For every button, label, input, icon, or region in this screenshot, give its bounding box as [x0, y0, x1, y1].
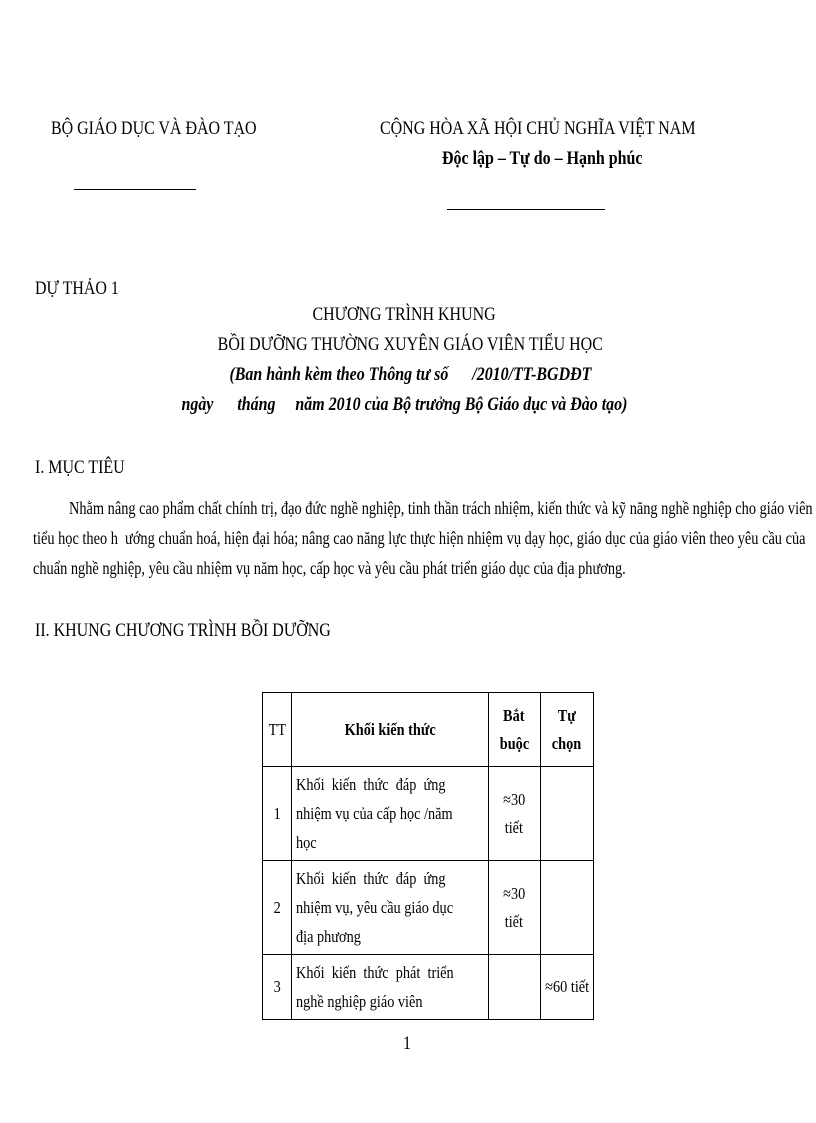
cell-required — [488, 955, 540, 1020]
cell-required: ≈30 tiết — [488, 767, 540, 861]
cell-tt: 3 — [263, 955, 292, 1020]
header-tt: TT — [263, 693, 292, 767]
document-title-line-2: BỒI DƯỠNG THƯỜNG XUYÊN GIÁO VIÊN TIỂU HỌC — [217, 334, 603, 355]
section-heading-framework: II. KHUNG CHƯƠNG TRÌNH BỒI DƯỠNG — [35, 620, 331, 641]
section-heading-objectives: I. MỤC TIÊU — [35, 457, 125, 478]
table-header-row — [263, 693, 594, 767]
header-knowledge-block: Khối kiến thức — [292, 693, 489, 767]
paragraph-line: Nhằm nâng cao phẩm chất chính trị, đạo đức nghề nghiệp, tinh thần trách nhiệm, kiến thức và kỹ năng nghề nghiệp cho giáo viên — [69, 498, 813, 518]
ministry-name: BỘ GIÁO DỤC VÀ ĐÀO TẠO — [51, 118, 257, 139]
issuance-note: (Ban hành kèm theo Thông tư số /2010/TT-BGDĐT — [229, 364, 591, 385]
curriculum-table — [262, 692, 594, 1020]
cell-optional — [540, 861, 593, 955]
paragraph-line: chuẩn nghề nghiệp, yêu cầu nhiệm vụ năm học, cấp học và yêu cầu phát triển giáo dục của địa phương. — [33, 558, 626, 578]
cell-required: ≈30 tiết — [488, 861, 540, 955]
paragraph-line: tiểu học theo h ướng chuẩn hoá, hiện đại hóa; nâng cao năng lực thực hiện nhiệm vụ dạy học, giáo dục của giáo viên theo yêu cầu của — [33, 528, 806, 548]
cell-knowledge-block: Khối kiến thức phát triển nghề nghiệp giáo viên — [292, 955, 489, 1020]
table-row — [263, 955, 594, 1020]
issuance-note-line-2: ngày tháng năm 2010 của Bộ trưởng Bộ Giáo dục và Đào tạo) — [181, 394, 627, 415]
cell-optional: ≈60 tiết — [540, 955, 593, 1020]
cell-optional — [540, 767, 593, 861]
cell-tt: 2 — [263, 861, 292, 955]
cell-knowledge-block: Khối kiến thức đáp ứng nhiệm vụ, yêu cầu giáo dục địa phương — [292, 861, 489, 955]
draft-label: DỰ THẢO 1 — [35, 278, 119, 299]
page-number: 1 — [403, 1033, 411, 1054]
table-row — [263, 861, 594, 955]
document-title: CHƯƠNG TRÌNH KHUNG — [312, 304, 496, 325]
cell-tt: 1 — [263, 767, 292, 861]
objectives-paragraph — [33, 493, 813, 583]
header-optional: Tự chọn — [540, 693, 593, 767]
republic-name: CỘNG HÒA XÃ HỘI CHỦ NGHĨA VIỆT NAM — [380, 118, 696, 139]
cell-knowledge-block: Khối kiến thức đáp ứng nhiệm vụ của cấp học /năm học — [292, 767, 489, 861]
motto-underline — [447, 209, 605, 210]
table-row — [263, 767, 594, 861]
ministry-underline — [74, 189, 196, 190]
header-required: Bắt buộc — [488, 693, 540, 767]
national-motto: Độc lập – Tự do – Hạnh phúc — [442, 148, 643, 169]
